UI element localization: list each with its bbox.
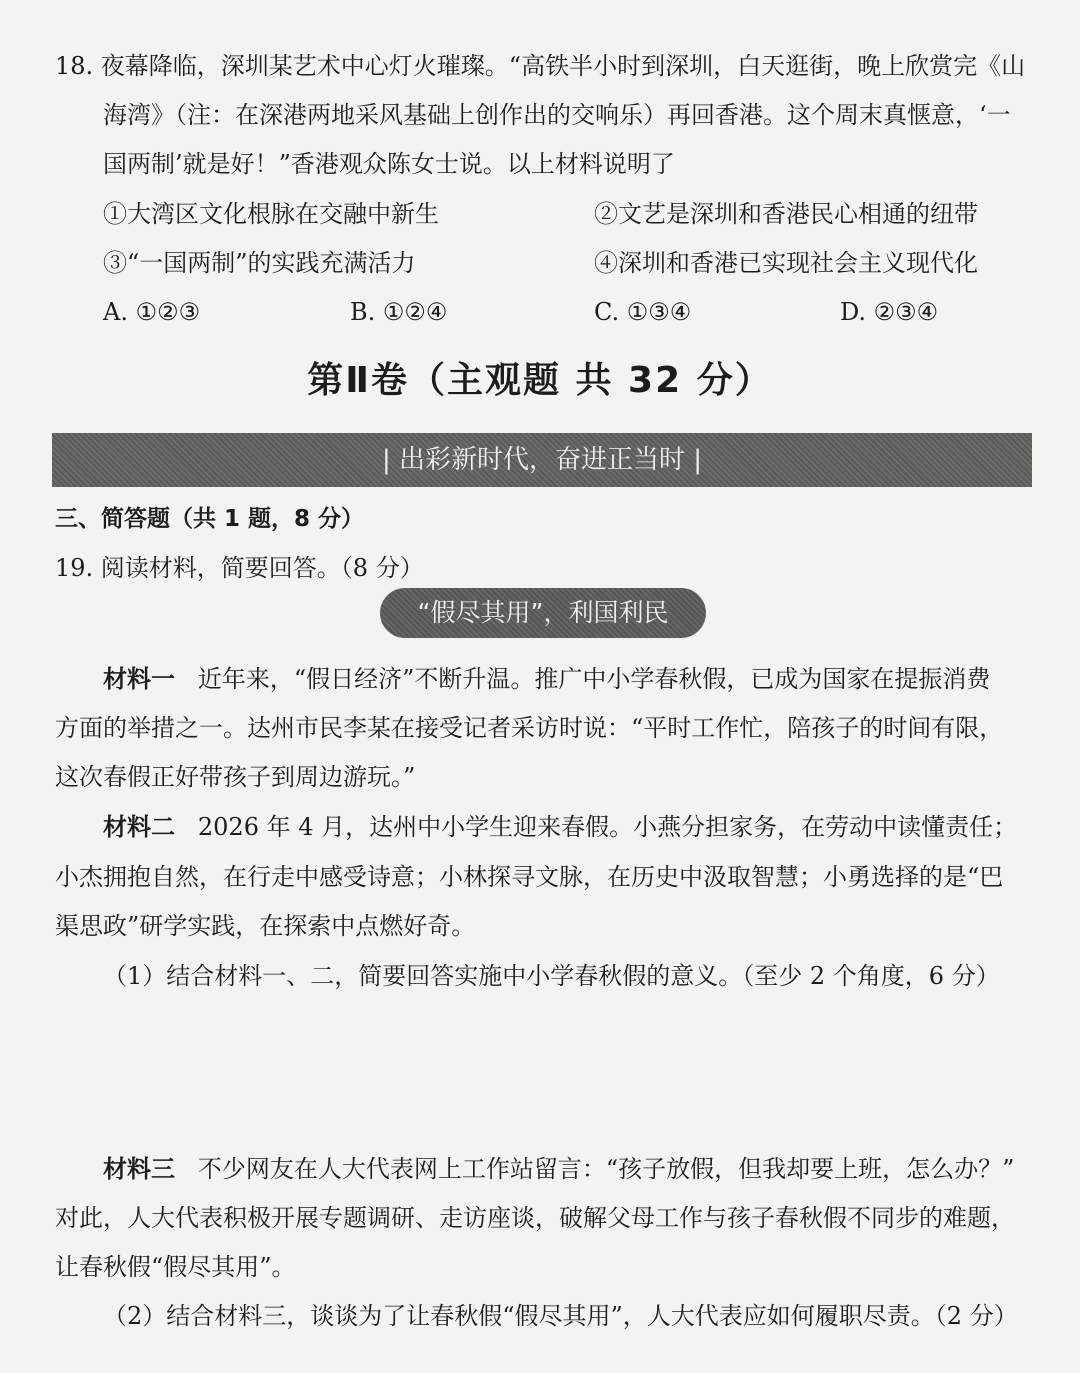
material3-line-1 [103, 1153, 1014, 1185]
q18-statement-2: ②文艺是深圳和香港民心相通的纽带 [594, 200, 978, 228]
q18-stem-line-1: 18. 夜幕降临，深圳某艺术中心灯火璀璨。“高铁半小时到深圳，白天逛街，晚上欣赏完《山 [55, 52, 1026, 80]
material3-text-1: 不少网友在人大代表网上工作站留言：“孩子放假，但我却要上班，怎么办？” [197, 1155, 1015, 1183]
q18-statement-4: ④深圳和香港已实现社会主义现代化 [594, 249, 978, 277]
sub-question-2: （2）结合材料三，谈谈为了让春秋假“假尽其用”，人大代表应如何履职尽责。（2 分） [103, 1302, 1018, 1330]
q18-choice-c: C. ①③④ [594, 298, 692, 326]
material3-line-2: 对此，人大代表积极开展专题调研、走访座谈，破解父母工作与孩子春秋假不同步的难题， [55, 1204, 1015, 1232]
material1-text-1: 近年来，“假日经济”不断升温。推广中小学春秋假，已成为国家在提振消费 [197, 665, 991, 693]
q18-choice-b: B. ①②④ [350, 298, 448, 326]
q18-choice-a: A. ①②③ [103, 298, 201, 326]
q18-stem-line-3: 国两制’就是好！”香港观众陈女士说。以上材料说明了 [103, 150, 675, 178]
material2-line-1 [103, 811, 1017, 843]
material2-line-2: 小杰拥抱自然，在行走中感受诗意；小林探寻文脉，在历史中汲取智慧；小勇选择的是“巴 [55, 863, 1004, 891]
material3-label: 材料三 [103, 1154, 175, 1183]
q19-stem: 19. 阅读材料，简要回答。（8 分） [55, 554, 424, 582]
section-title: 第Ⅱ卷（主观题 共 32 分） [307, 360, 773, 401]
material2-label: 材料二 [103, 812, 175, 841]
material1-line-2: 方面的举措之一。达州市民李某在接受记者采访时说：“平时工作忙，陪孩子的时间有限， [55, 714, 1004, 742]
q18-stem-line-2: 海湾》（注：在深港两地采风基础上创作出的交响乐）再回香港。这个周末真惬意，‘一 [103, 101, 1011, 129]
part3-heading: 三、简答题（共 1 题，8 分） [55, 506, 365, 532]
q18-choice-d: D. ②③④ [840, 298, 939, 326]
material1-line-1 [103, 663, 990, 695]
material1-label: 材料一 [103, 664, 175, 693]
material3-line-3: 让春秋假“假尽其用”。 [55, 1253, 296, 1281]
material2-line-3: 渠思政”研学实践，在探索中点燃好奇。 [55, 912, 476, 940]
material1-line-3: 这次春假正好带孩子到周边游玩。” [55, 763, 416, 791]
q18-statement-1: ①大湾区文化根脉在交融中新生 [103, 200, 439, 228]
sub-question-1: （1）结合材料一、二，简要回答实施中小学春秋假的意义。（至少 2 个角度，6 分） [103, 962, 1000, 990]
theme-banner: | 出彩新时代，奋进正当时 | [52, 433, 1032, 487]
q18-statement-3: ③“一国两制”的实践充满活力 [103, 249, 416, 277]
material2-text-1: 2026 年 4 月，达州中小学生迎来春假。小燕分担家务，在劳动中读懂责任； [197, 813, 1018, 841]
q19-theme-pill: “假尽其用”，利国利民 [380, 588, 706, 638]
